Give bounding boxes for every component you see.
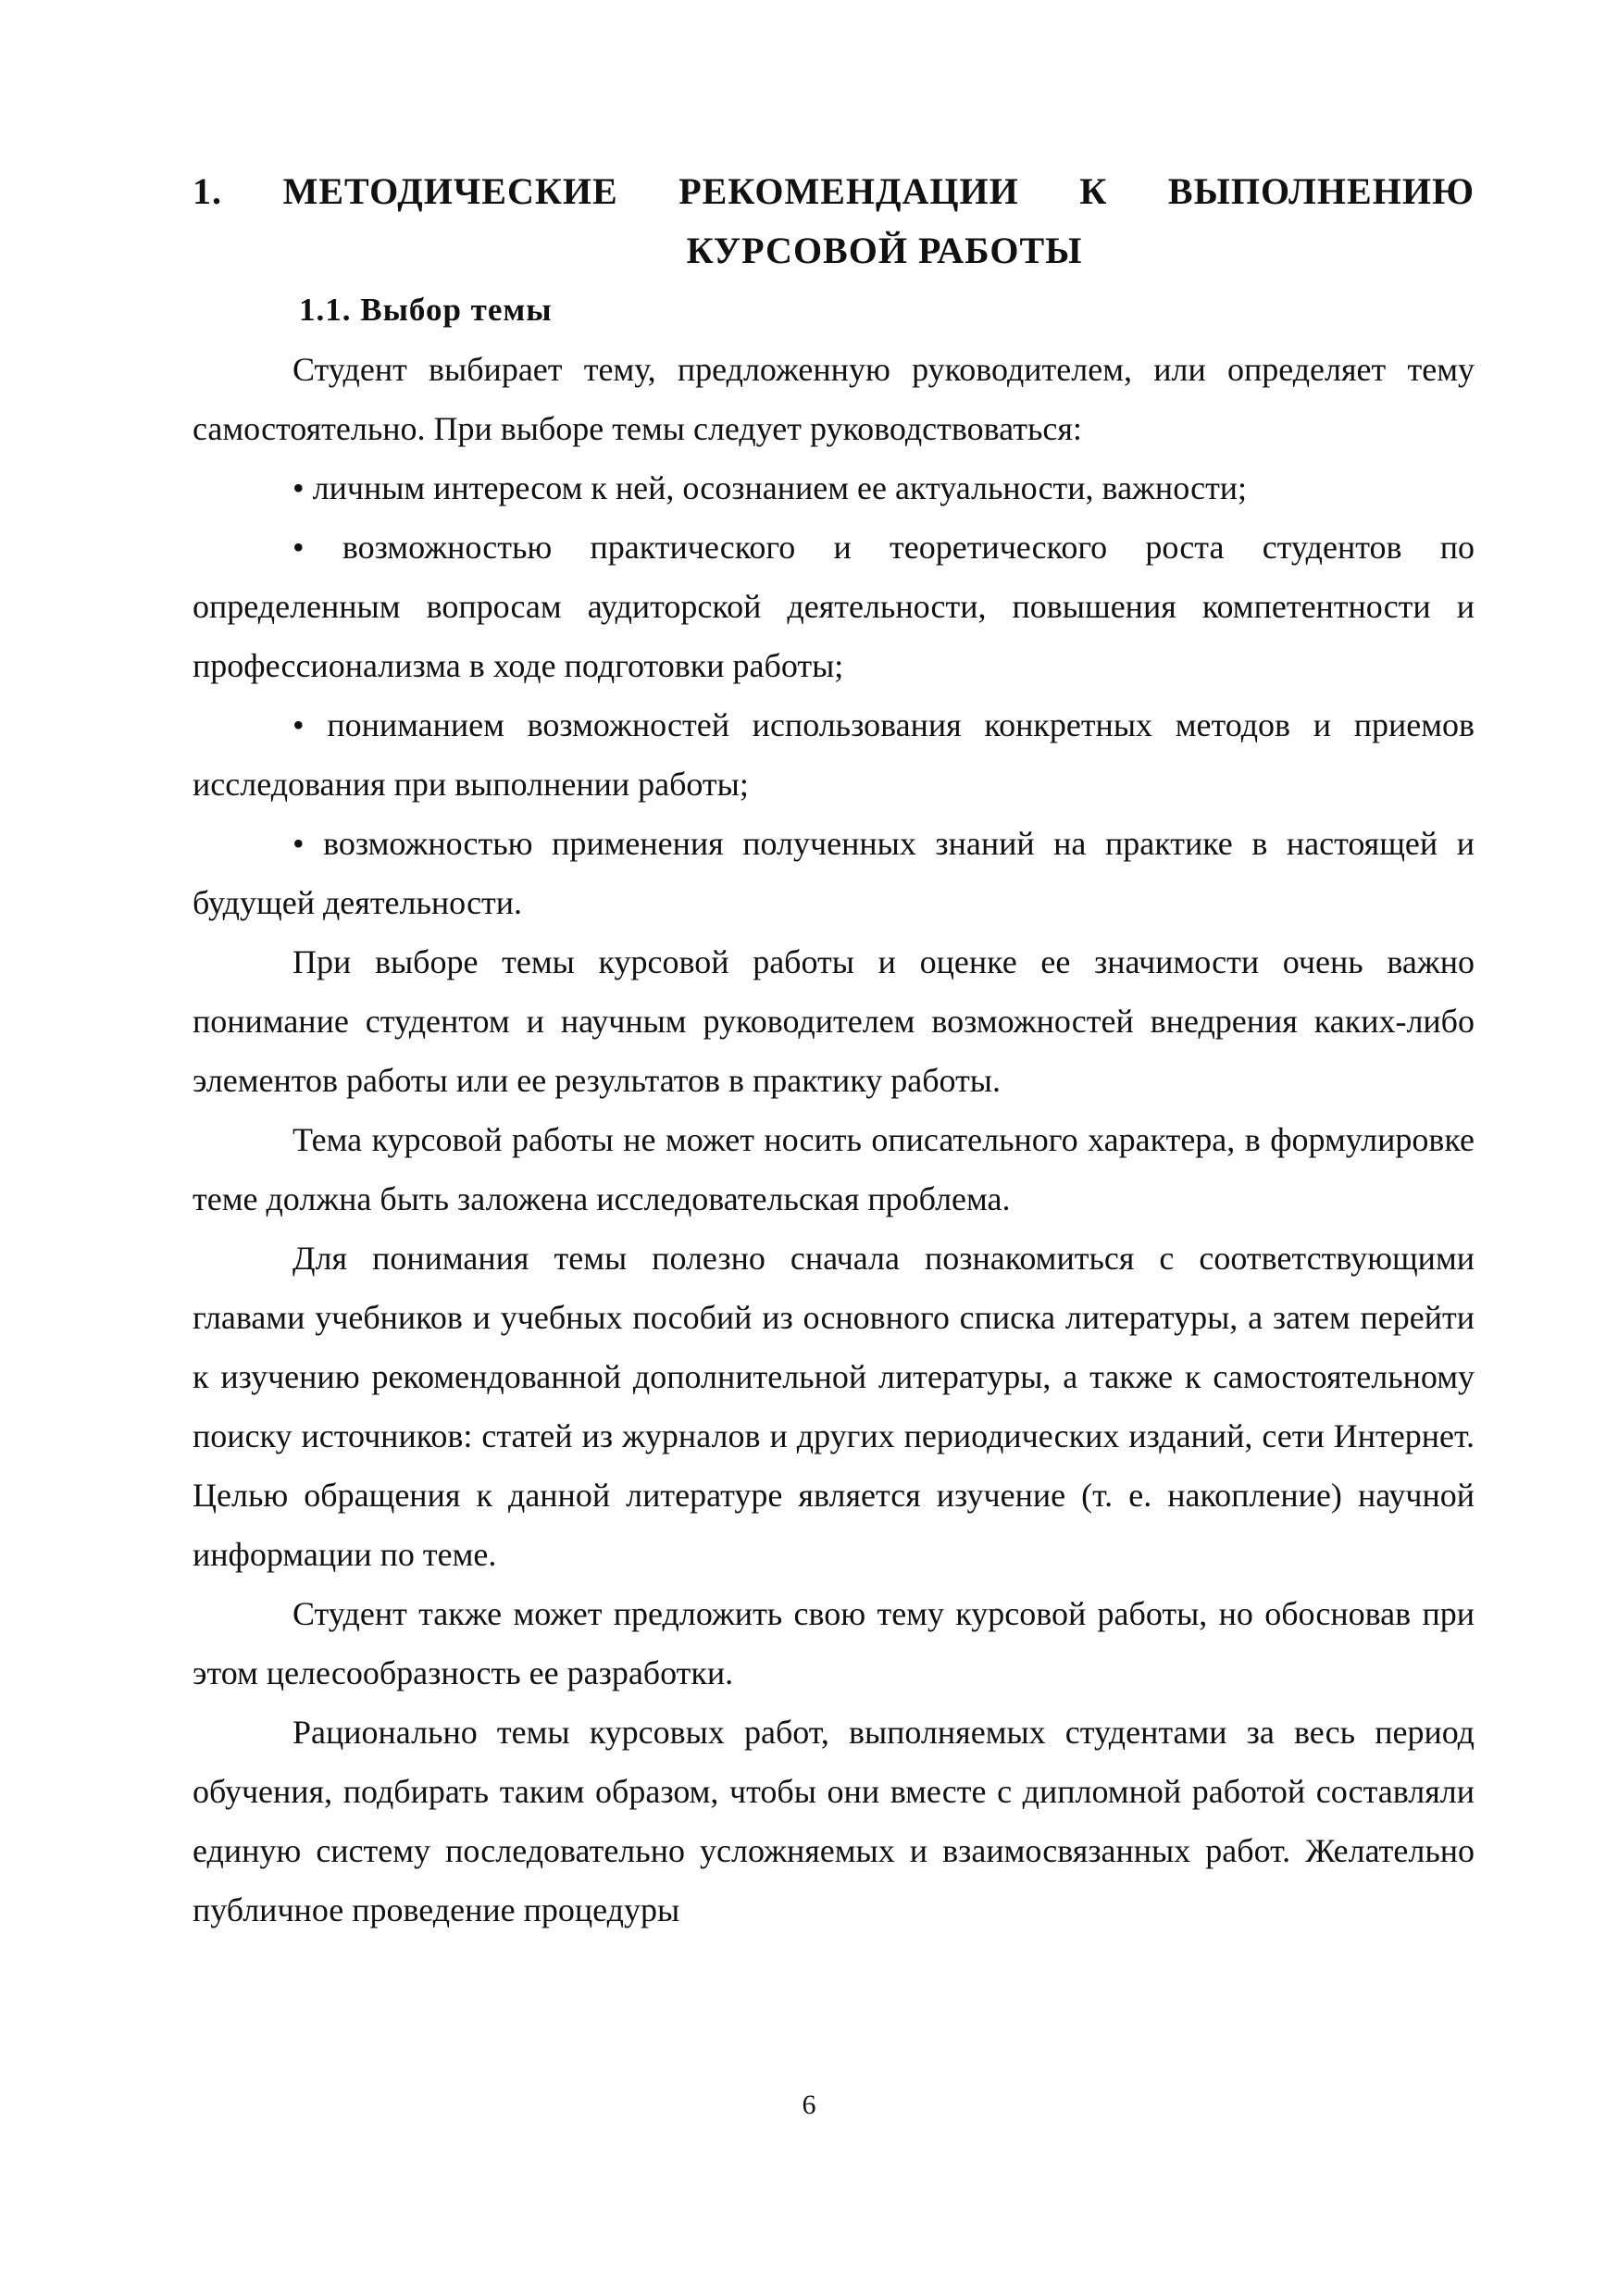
heading-word: РЕКОМЕНДАЦИИ	[678, 170, 1019, 212]
bullet-item: • личным интересом к ней, осознанием ее актуальности, важности;	[292, 469, 1248, 506]
paragraph: Студент выбирает тему, предложенную руководителем, или определяет тему самостоятельно. При выборе темы следует руководствоваться:	[193, 351, 1475, 447]
heading-word: К	[1079, 170, 1108, 212]
bullet-item: • пониманием возможностей использования конкретных методов и приемов исследования при выполнении работы;	[193, 706, 1475, 803]
bullet-item: • возможностью применения полученных знаний на практике в настоящей и будущей деятельности.	[193, 825, 1475, 921]
heading-word: МЕТОДИЧЕСКИЕ	[282, 170, 618, 212]
subsection-heading: 1.1. Выбор темы	[299, 292, 553, 328]
paragraph: Студент также может предложить свою тему курсовой работы, но обосновав при этом целесообразность ее разработки.	[193, 1595, 1475, 1691]
bullet-item: • возможностью практического и теоретического роста студентов по определенным вопросам аудиторской деятельности, повышения компетентности и профессионализма в ходе подготовки работы;	[193, 529, 1475, 684]
heading-word: ВЫПОЛНЕНИЮ	[1167, 170, 1475, 212]
paragraph: При выборе темы курсовой работы и оценке ее значимости очень важно понимание студентом и научным руководителем возможностей внедрения каких-либо элементов работы или ее результатов в практику работы.	[193, 943, 1475, 1099]
page-content	[193, 162, 1475, 1940]
section-number: 1.	[193, 170, 222, 212]
page-number: 6	[802, 2090, 816, 2120]
paragraph: Для понимания темы полезно сначала познакомиться с соответствующими главами учебников и учебных пособий из основного списка литературы, а затем перейти к изучению рекомендованной дополнительной литературы, а также к самостоятельному поиску источников: статей из журналов и других периодических изданий, сети Интернет. Целью обращения к данной литературе является изучение (т. е. накопление) научной информации по теме.	[193, 1240, 1475, 1573]
paragraph: Рационально темы курсовых работ, выполняемых студентами за весь период обучения, подбирать таким образом, чтобы они вместе с дипломной работой составляли единую систему последовательно усложняемых и взаимосвязанных работ. Желательно публичное проведение процедуры	[193, 1714, 1475, 1928]
paragraph: Тема курсовой работы не может носить описательного характера, в формулировке теме должна быть заложена исследовательская проблема.	[193, 1121, 1475, 1217]
section-heading-line2: КУРСОВОЙ РАБОТЫ	[686, 230, 1083, 271]
section-heading	[193, 162, 1475, 221]
